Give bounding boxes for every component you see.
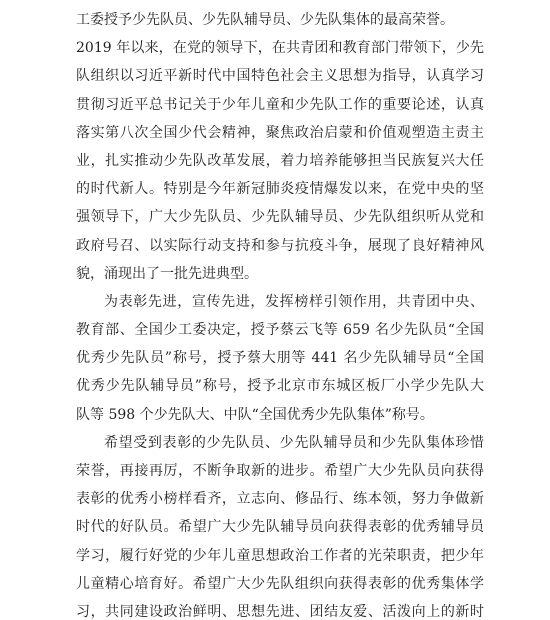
text-line: 习，共同建设政治鲜明、思想先进、团结友爱、活泼向上的新时 xyxy=(76,603,484,620)
text-line: 希望受到表彰的少先队员、少先队辅导员和少先队集体珍惜 xyxy=(104,434,484,451)
text-line: 强领导下，广大少先队员、少先队辅导员、少先队组织听从党和 xyxy=(76,209,484,226)
text-line: 优秀少先队员”称号，授予蔡大朋等 441 名少先队辅导员“全国 xyxy=(76,350,484,367)
text-line: 荣誉，再接再厉，不断争取新的进步。希望广大少先队员向获得 xyxy=(76,463,484,479)
text-line: 儿童精心培育好。希望广大少先队组织向获得表彰的优秀集体学 xyxy=(76,575,484,592)
text-line: 优秀少先队辅导员”称号，授予北京市东城区板厂小学少先队大 xyxy=(76,378,484,395)
text-line: 队组织以习近平新时代中国特色社会主义思想为指导，认真学习 xyxy=(76,68,484,85)
text-line: 2019 年以来，在党的领导下，在共青团和教育部门带领下，少先 xyxy=(76,40,484,57)
text-line: 业，扎实推动少先队改革发展，着力培养能够担当民族复兴大任 xyxy=(76,152,484,169)
text-line: 工委授予少先队员、少先队辅导员、少先队集体的最高荣誉。 xyxy=(76,12,454,28)
paragraph-4 xyxy=(76,429,484,620)
paragraph-1 xyxy=(76,6,484,34)
text-line: 为表彰先进，宣传先进，发挥榜样引领作用，共青团中央、 xyxy=(104,293,484,310)
text-line: 教育部、全国少工委决定，授予蔡云飞等 659 名少先队员“全国 xyxy=(76,322,484,339)
text-line: 的时代新人。特别是今年新冠肺炎疫情爆发以来，在党中央的坚 xyxy=(76,181,484,198)
paragraph-3 xyxy=(76,288,484,429)
text-line: 队等 598 个少先队大、中队“全国优秀少先队集体”称号。 xyxy=(76,406,434,423)
text-line: 表彰的优秀小榜样看齐，立志向、修品行、练本领，努力争做新 xyxy=(76,491,484,508)
paragraph-2 xyxy=(76,34,484,288)
text-line: 政府号召、以实际行动支持和参与抗疫斗争，展现了良好精神风 xyxy=(76,237,484,254)
document-body xyxy=(76,6,484,620)
text-line: 学习，履行好党的少年儿童思想政治工作者的光荣职责，把少年 xyxy=(76,547,484,564)
text-line: 贯彻习近平总书记关于少年儿童和少先队工作的重要论述，认真 xyxy=(76,96,484,113)
text-line: 时代的好队员。希望广大少先队辅导员向获得表彰的优秀辅导员 xyxy=(76,519,484,536)
text-line: 貌，涌现出了一批先进典型。 xyxy=(76,265,258,282)
text-line: 落实第八次全国少代会精神，聚焦政治启蒙和价值观塑造主责主 xyxy=(76,124,484,141)
